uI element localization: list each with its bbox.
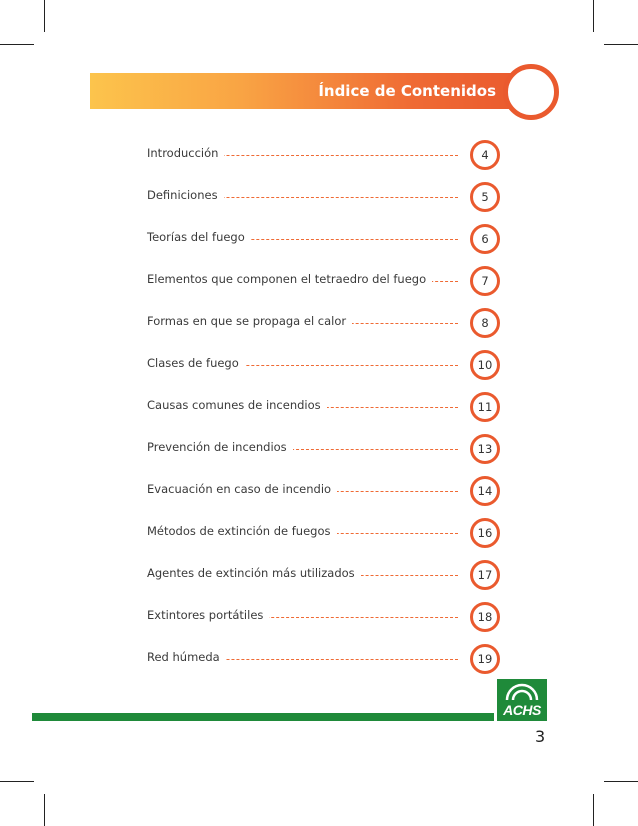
- toc-entry-evacuacion[interactable]: [120, 476, 500, 506]
- toc-entry-tetraedro[interactable]: [120, 266, 500, 296]
- logo-arcs-icon: [505, 682, 539, 702]
- toc-entry-title: Introducción: [147, 146, 224, 160]
- banner-circle-decoration: [503, 64, 559, 120]
- header-banner: [90, 73, 522, 109]
- toc-entry-introduccion[interactable]: [120, 140, 500, 170]
- toc-entry-title: Teorías del fuego: [147, 230, 251, 244]
- toc-entry-title: Agentes de extinción más utilizados: [147, 566, 361, 580]
- toc-entry-title: Extintores portátiles: [147, 608, 269, 622]
- crop-mark: [604, 44, 638, 45]
- crop-mark: [44, 0, 45, 32]
- toc-entry-agentes[interactable]: [120, 560, 500, 590]
- toc-entry-title: Métodos de extinción de fuegos: [147, 524, 337, 538]
- crop-mark: [44, 794, 45, 826]
- toc-page-number: 16: [470, 518, 500, 548]
- toc-entry-title: Definiciones: [147, 188, 224, 202]
- toc-entry-teorias[interactable]: [120, 224, 500, 254]
- toc-entry-title: Red húmeda: [147, 650, 226, 664]
- toc-page-number: 10: [470, 350, 500, 380]
- toc-page-number: 4: [470, 140, 500, 170]
- toc-page-number: 13: [470, 434, 500, 464]
- toc-page-number: 18: [470, 602, 500, 632]
- toc-page-number: 14: [470, 476, 500, 506]
- toc-page-number: 17: [470, 560, 500, 590]
- toc-entry-title: Clases de fuego: [147, 356, 245, 370]
- toc-entry-title: Prevención de incendios: [147, 440, 293, 454]
- crop-mark: [593, 794, 594, 826]
- toc-entry-clases[interactable]: [120, 350, 500, 380]
- page-title: Índice de Contenidos: [318, 82, 496, 100]
- toc-entry-title: Evacuación en caso de incendio: [147, 482, 337, 496]
- toc-entry-metodos[interactable]: [120, 518, 500, 548]
- toc-entry-red-humeda[interactable]: [120, 644, 500, 674]
- crop-mark: [0, 781, 34, 782]
- crop-mark: [604, 781, 638, 782]
- footer-green-band: [32, 713, 494, 721]
- logo-text: ACHS: [503, 702, 541, 718]
- toc-page-number: 7: [470, 266, 500, 296]
- crop-mark: [593, 0, 594, 32]
- achs-logo: [497, 679, 547, 721]
- toc-entry-title: Formas en que se propaga el calor: [147, 314, 352, 328]
- toc-page-number: 6: [470, 224, 500, 254]
- toc-page-number: 11: [470, 392, 500, 422]
- toc-page-number: 19: [470, 644, 500, 674]
- toc-entry-title: Causas comunes de incendios: [147, 398, 327, 412]
- toc-entry-propagacion[interactable]: [120, 308, 500, 338]
- toc-entry-causas[interactable]: [120, 392, 500, 422]
- toc-page-number: 8: [470, 308, 500, 338]
- toc-entry-definiciones[interactable]: [120, 182, 500, 212]
- crop-mark: [0, 44, 34, 45]
- toc-page-number: 5: [470, 182, 500, 212]
- toc-entry-extintores[interactable]: [120, 602, 500, 632]
- toc-entry-title: Elementos que componen el tetraedro del fuego: [147, 272, 432, 286]
- toc-entry-prevencion[interactable]: [120, 434, 500, 464]
- page-number: 3: [535, 727, 546, 746]
